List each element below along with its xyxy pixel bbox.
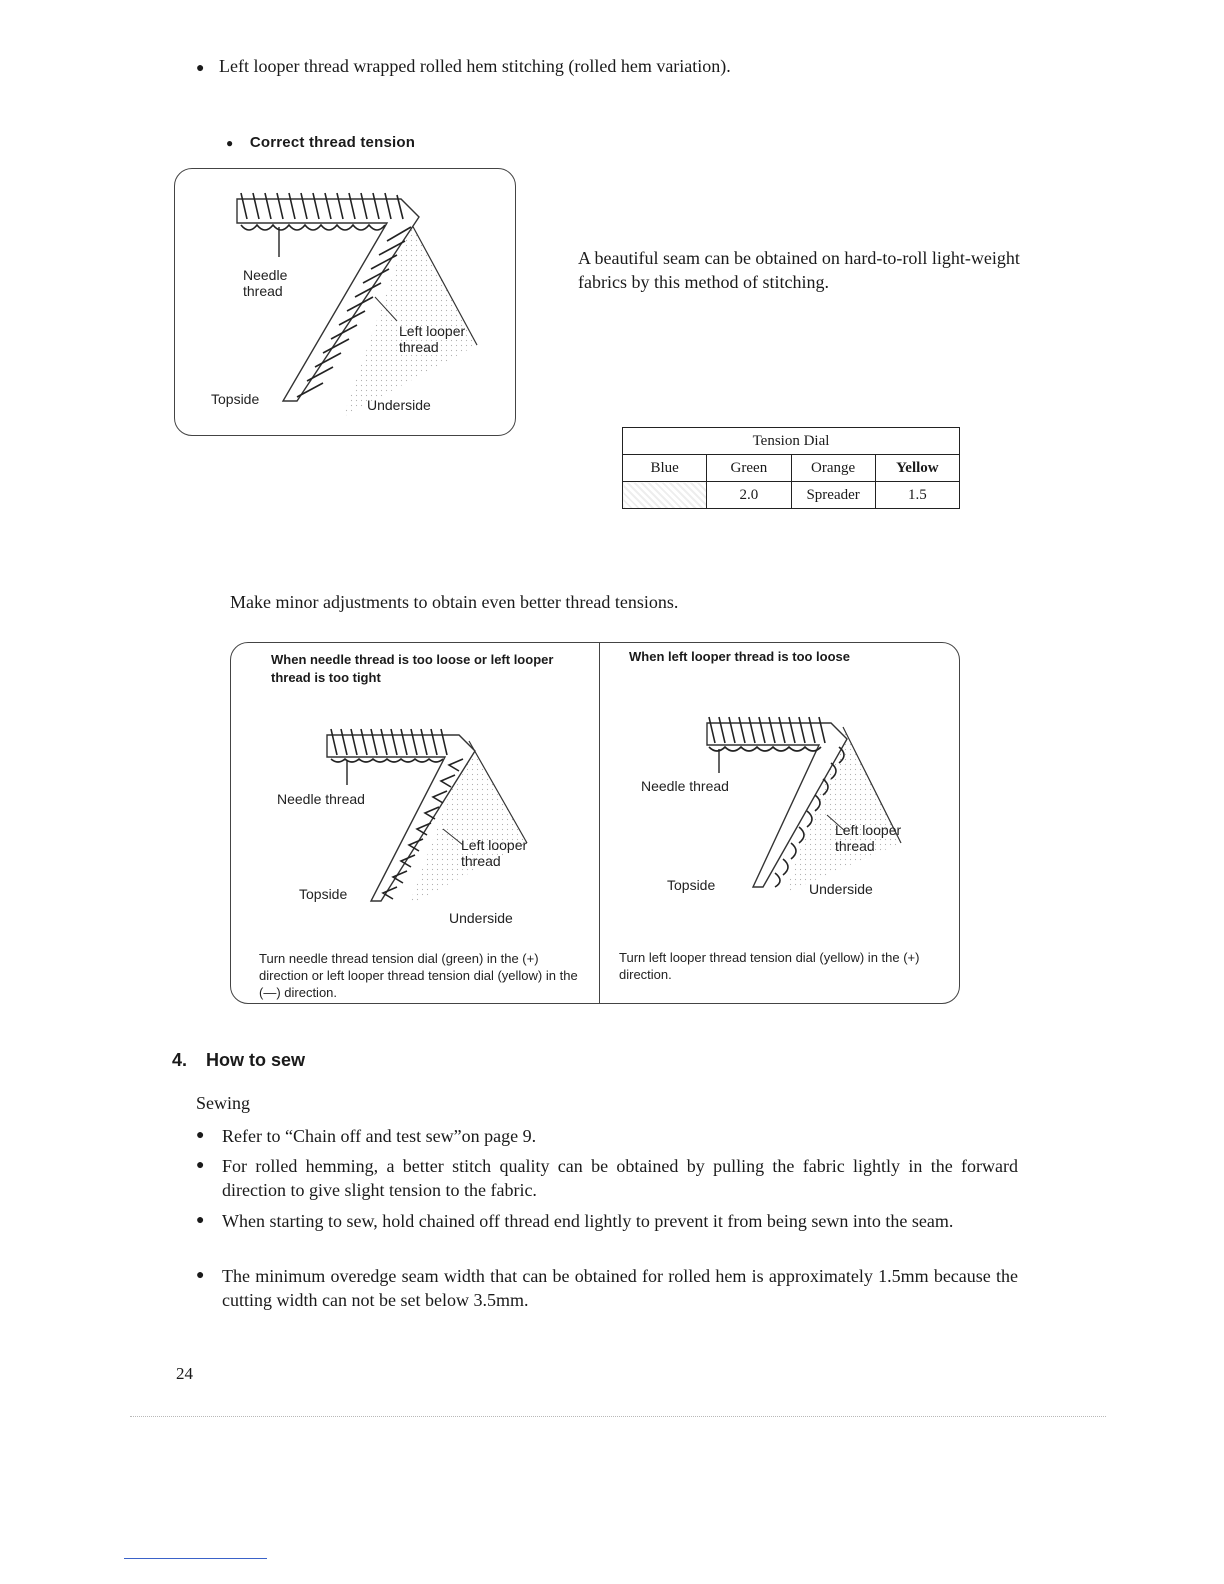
table-value-green: 2.0 — [707, 482, 791, 509]
step-item: ● For rolled hemming, a better stitch quality can be obtained by pulling the fabric lightly in the forward direction to give slight tension to the fabric. — [196, 1156, 1018, 1200]
tension-dial-table — [622, 427, 960, 509]
left-panel-looper-label: Left looper thread — [461, 837, 528, 869]
intro-text: Left looper thread wrapped rolled hem stitching (rolled hem variation). — [218, 56, 731, 76]
underside-label: Underside — [367, 397, 431, 413]
left-panel-note: Turn needle thread tension dial (green) in the (+) direction or left looper thread tension dial (yellow) in the (—) direction. — [259, 951, 578, 1000]
right-panel-looper-label: Left looper thread — [835, 822, 902, 854]
bullet-icon: ● — [196, 1268, 205, 1283]
right-panel-note: Turn left looper thread tension dial (yellow) in the (+) direction. — [619, 950, 920, 982]
needle-thread-label: Needle thread — [243, 267, 288, 299]
topside-label: Topside — [211, 391, 260, 407]
left-panel-title: When needle thread is too loose or left looper thread is too tight — [271, 652, 554, 685]
right-panel-underside-label: Underside — [809, 881, 873, 897]
right-panel-needle-thread-label: Needle thread — [641, 778, 729, 794]
section-number: 4. — [172, 1050, 188, 1070]
table-value-orange: Spreader — [791, 482, 875, 509]
left-panel-underside-label: Underside — [449, 910, 513, 926]
table-value-yellow: 1.5 — [875, 482, 959, 509]
bullet-icon: ● — [196, 61, 205, 76]
step-item: ● The minimum overedge seam width that can be obtained for rolled hem is approximately 1.5mm because the cutting width can not be set below 3.5mm. — [196, 1266, 1018, 1310]
step-item: ● When starting to sew, hold chained off thread end lightly to prevent it from being sewn into the seam. — [196, 1211, 954, 1231]
section-heading — [172, 1050, 305, 1071]
left-panel-needle-thread-label: Needle thread — [277, 791, 365, 807]
tension-dial-title: Tension Dial — [623, 428, 960, 455]
right-panel-title: When left looper thread is too loose — [629, 649, 851, 664]
page-number: 24 — [176, 1364, 193, 1383]
table-value-blue — [623, 482, 707, 509]
right-panel-topside-label: Topside — [667, 877, 716, 893]
minor-adjustments-text: Make minor adjustments to obtain even better thread tensions. — [230, 592, 679, 612]
table-header-yellow: Yellow — [875, 455, 959, 482]
step-item: ● Refer to “Chain off and test sew”on page 9. — [196, 1126, 537, 1146]
correct-tension-heading — [226, 134, 415, 151]
bullet-icon: ● — [226, 136, 234, 150]
correct-tension-figure — [174, 168, 516, 436]
sewing-subheading: Sewing — [196, 1093, 250, 1113]
table-header-orange: Orange — [791, 455, 875, 482]
bullet-icon: ● — [196, 1158, 205, 1173]
left-panel-topside-label: Topside — [299, 886, 348, 902]
section-title: How to sew — [206, 1050, 306, 1070]
correct-tension-heading-text: Correct thread tension — [249, 134, 416, 151]
bullet-icon: ● — [196, 1213, 205, 1228]
left-looper-thread-label: Left looper thread — [399, 323, 466, 355]
bottom-rule — [124, 1558, 267, 1559]
bullet-icon: ● — [196, 1128, 205, 1143]
adjustment-panels — [230, 642, 960, 1004]
loose-needle-illustration — [231, 643, 599, 1003]
table-header-green: Green — [707, 455, 791, 482]
intro-line — [196, 56, 731, 77]
scan-artifact-line — [130, 1416, 1106, 1417]
description-text: A beautiful seam can be obtained on hard-to-roll light-weight fabrics by this method of stitching. — [578, 248, 1020, 292]
table-header-blue: Blue — [623, 455, 707, 482]
